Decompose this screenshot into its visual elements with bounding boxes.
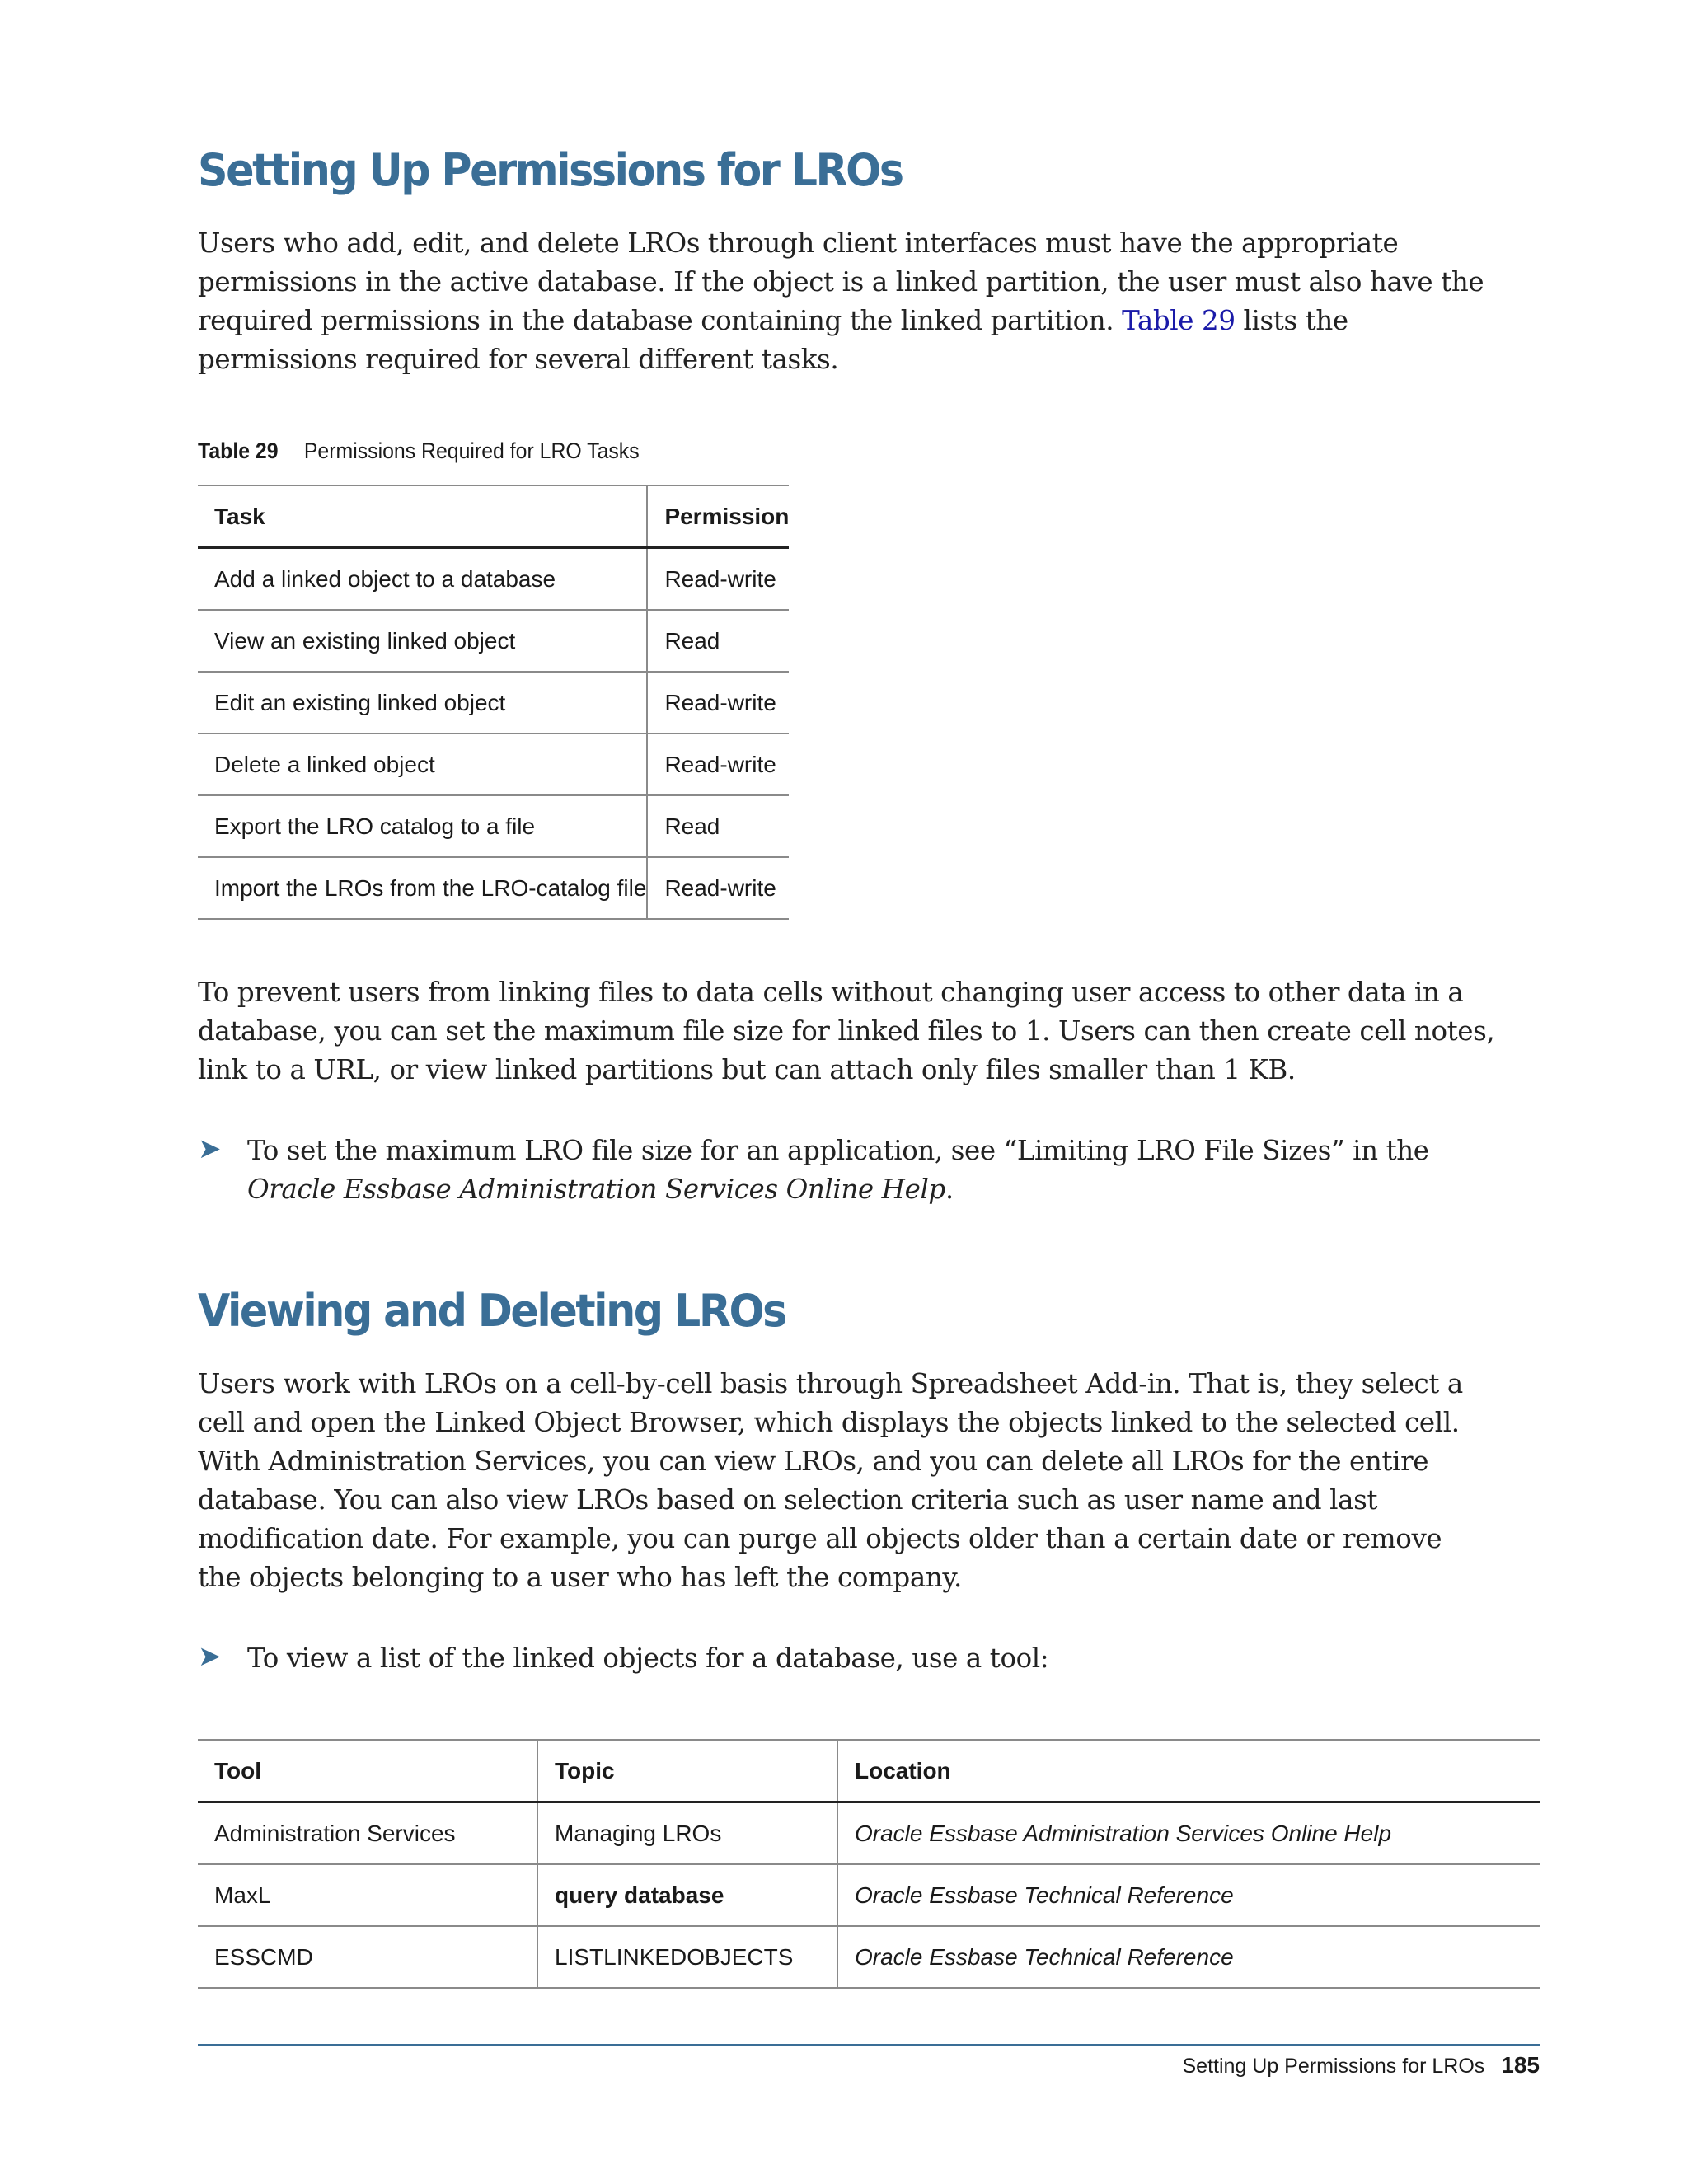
table-number: Table 29 [198,438,279,463]
task-cell: Export the LRO catalog to a file [198,795,647,857]
text-fragment: lists the [1235,305,1348,336]
table-row [198,857,789,919]
text-line [198,302,1352,340]
page-footer [1182,2052,1540,2079]
topic-cell: query database [537,1864,837,1926]
tool-cell: ESSCMD [198,1926,537,1988]
tool-cell: Administration Services [198,1802,537,1865]
doc-reference: Oracle Essbase Administration Services Online Help [247,1174,945,1205]
location-cell: Oracle Essbase Administration Services Online Help [837,1802,1540,1865]
permission-cell: Read-write [647,672,789,733]
table-row [198,795,789,857]
topic-cell: LISTLINKEDOBJECTS [537,1926,837,1988]
page-number: 185 [1501,2052,1540,2078]
task-cell: Edit an existing linked object [198,672,647,733]
column-header-permission: Permission [647,485,789,548]
procedure-step-view [247,1639,1401,1678]
text-line: database. You can also view LROs based on selection criteria such as user name and last [198,1484,1378,1516]
text-line: To set the maximum LRO file size for an application, see “Limiting LRO File Sizes” in the [247,1135,1429,1166]
text-line: Users work with LROs on a cell-by-cell basis through Spreadsheet Add-in. That is, they select a [198,1368,1463,1399]
tool-cell: MaxL [198,1864,537,1926]
location-cell: Oracle Essbase Technical Reference [837,1926,1540,1988]
text-line: cell and open the Linked Object Browser, which displays the objects linked to the selected cell. [198,1407,1460,1438]
column-header-task: Task [198,485,647,548]
section-heading-permissions: Setting Up Permissions for LROs [198,144,903,196]
column-header-topic: Topic [537,1740,837,1802]
task-cell: View an existing linked object [198,610,647,672]
column-header-location: Location [837,1740,1540,1802]
task-cell: Import the LROs from the LRO-catalog file [198,857,647,919]
permission-cell: Read-write [647,857,789,919]
permission-cell: Read-write [647,548,789,611]
task-cell: Delete a linked object [198,733,647,795]
text-line: To prevent users from linking files to data cells without changing user access to other data in a [198,977,1464,1008]
footer-section-title: Setting Up Permissions for LROs [1182,2055,1485,2078]
file-size-paragraph [198,973,1495,1090]
text-line: Users who add, edit, and delete LROs through client interfaces must have the appropriate [198,227,1399,259]
table-row [198,1926,1540,1988]
procedure-arrow-icon: ➤ [198,1132,222,1165]
procedure-step-file-size [247,1132,1429,1209]
location-cell: Oracle Essbase Technical Reference [837,1864,1540,1926]
text-fragment: required permissions in the database containing the linked partition. [198,305,1123,336]
text-line [247,1170,1401,1209]
text-line: modification date. For example, you can purge all objects older than a certain date or remove [198,1523,1442,1554]
intro-paragraph [198,224,1484,379]
tools-table [198,1739,1540,1989]
table-row [198,672,789,733]
table-header-row [198,485,789,548]
viewing-paragraph [198,1365,1463,1597]
table-caption [198,438,640,464]
section-heading-viewing: Viewing and Deleting LROs [198,1285,785,1337]
permission-cell: Read-write [647,733,789,795]
table-row [198,1864,1540,1926]
column-header-tool: Tool [198,1740,537,1802]
table-title: Permissions Required for LRO Tasks [303,438,640,463]
topic-cell: Managing LROs [537,1802,837,1865]
text-line: database, you can set the maximum file size for linked files to 1. Users can then create cell notes, [198,1015,1495,1047]
text-line: To view a list of the linked objects for a database, use a tool: [247,1643,1049,1674]
table-row [198,1802,1540,1865]
text-line: With Administration Services, you can view LROs, and you can delete all LROs for the entire [198,1446,1429,1477]
text-line: the objects belonging to a user who has left the company. [198,1562,962,1593]
permission-cell: Read [647,610,789,672]
table-header-row [198,1740,1540,1802]
permissions-table [198,485,789,920]
table-29-link[interactable]: Table 29 [1122,305,1236,336]
text-line: permissions required for several different tasks. [198,344,839,375]
text-fragment: . [945,1174,954,1205]
table-row [198,548,789,611]
table-row [198,610,789,672]
text-line: permissions in the active database. If the object is a linked partition, the user must also have the [198,266,1484,298]
task-cell: Add a linked object to a database [198,548,647,611]
footer-rule [198,2044,1540,2046]
procedure-arrow-icon: ➤ [198,1640,222,1673]
text-line: link to a URL, or view linked partitions but can attach only files smaller than 1 KB. [198,1054,1296,1085]
permission-cell: Read [647,795,789,857]
table-row [198,733,789,795]
